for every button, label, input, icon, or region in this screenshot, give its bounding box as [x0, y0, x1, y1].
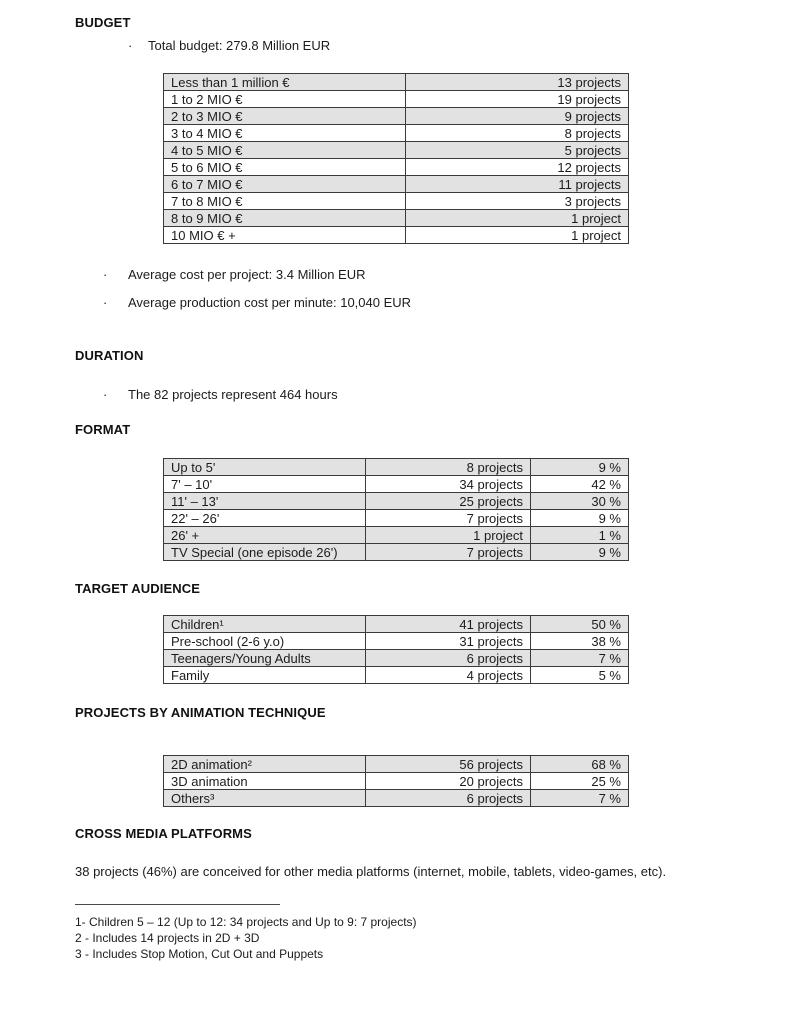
footnotes-block [75, 914, 762, 962]
row-value: 5 % [531, 667, 629, 684]
row-value: 4 projects [366, 667, 531, 684]
table-row [164, 650, 629, 667]
row-label: 7' – 10' [164, 476, 366, 493]
target-audience-table [163, 615, 629, 684]
row-value: 7 % [531, 650, 629, 667]
row-value: 50 % [531, 616, 629, 633]
row-value: 1 project [406, 210, 629, 227]
row-value: 7 projects [366, 544, 531, 561]
bullet-marker: · [103, 387, 108, 402]
section-heading-target-audience: TARGET AUDIENCE [75, 581, 200, 596]
row-value: 8 projects [366, 459, 531, 476]
row-value: 31 projects [366, 633, 531, 650]
row-value: 6 projects [366, 650, 531, 667]
animation-technique-table [163, 755, 629, 807]
row-value: 20 projects [366, 773, 531, 790]
row-value: 6 projects [366, 790, 531, 807]
table-row [164, 91, 629, 108]
table-row [164, 159, 629, 176]
row-value: 42 % [531, 476, 629, 493]
table-row [164, 527, 629, 544]
table-row [164, 510, 629, 527]
table-row [164, 193, 629, 210]
bullet-text-average-cost: Average cost per project: 3.4 Million EUR [128, 267, 366, 282]
row-value: 9 % [531, 459, 629, 476]
table-row [164, 176, 629, 193]
format-table [163, 458, 629, 561]
bullet-marker: · [128, 38, 133, 53]
row-value: 19 projects [406, 91, 629, 108]
table-row [164, 74, 629, 91]
table-row [164, 616, 629, 633]
table-row [164, 773, 629, 790]
row-value: 30 % [531, 493, 629, 510]
row-label: Children¹ [164, 616, 366, 633]
footnote-1: 1- Children 5 – 12 (Up to 12: 34 projects and Up to 9: 7 projects) [75, 915, 417, 929]
row-value: 9 % [531, 544, 629, 561]
table-row [164, 210, 629, 227]
table-row [164, 633, 629, 650]
row-value: 9 projects [406, 108, 629, 125]
bullet-marker: · [103, 267, 108, 282]
row-value: 1 % [531, 527, 629, 544]
row-label: Family [164, 667, 366, 684]
row-label: 3 to 4 MIO € [164, 125, 406, 142]
table-row [164, 756, 629, 773]
bullet-text-total-budget: Total budget: 279.8 Million EUR [148, 38, 331, 53]
row-label: 4 to 5 MIO € [164, 142, 406, 159]
row-value: 3 projects [406, 193, 629, 210]
section-heading-cross-media: CROSS MEDIA PLATFORMS [75, 826, 252, 841]
table-row [164, 476, 629, 493]
bullet-item-duration [75, 387, 762, 403]
table-row [164, 459, 629, 476]
row-value: 41 projects [366, 616, 531, 633]
bullet-marker: · [103, 295, 108, 310]
table-row [164, 142, 629, 159]
footnote-2: 2 - Includes 14 projects in 2D + 3D [75, 931, 260, 945]
row-label: Teenagers/Young Adults [164, 650, 366, 667]
budget-table [163, 73, 629, 244]
row-label: Up to 5' [164, 459, 366, 476]
row-value: 7 projects [366, 510, 531, 527]
row-label: 1 to 2 MIO € [164, 91, 406, 108]
table-row [164, 493, 629, 510]
section-heading-animation-technique: PROJECTS BY ANIMATION TECHNIQUE [75, 705, 326, 720]
row-label: 2D animation² [164, 756, 366, 773]
bullet-text-average-minute-cost: Average production cost per minute: 10,040 EUR [128, 295, 412, 310]
row-label: 7 to 8 MIO € [164, 193, 406, 210]
row-label: 3D animation [164, 773, 366, 790]
row-label: 6 to 7 MIO € [164, 176, 406, 193]
row-value: 11 projects [406, 176, 629, 193]
bullet-text-duration: The 82 projects represent 464 hours [128, 387, 338, 402]
table-row [164, 108, 629, 125]
table-row [164, 125, 629, 142]
row-value: 1 project [406, 227, 629, 244]
cross-media-paragraph: 38 projects (46%) are conceived for other media platforms (internet, mobile, tablets, video-games, etc). [75, 864, 667, 879]
row-label: 2 to 3 MIO € [164, 108, 406, 125]
section-heading-format: FORMAT [75, 422, 131, 437]
row-value: 9 % [531, 510, 629, 527]
row-value: 7 % [531, 790, 629, 807]
row-label: TV Special (one episode 26') [164, 544, 366, 561]
bullet-item-average-minute-cost [75, 295, 762, 311]
row-label: 11' – 13' [164, 493, 366, 510]
row-value: 5 projects [406, 142, 629, 159]
row-value: 56 projects [366, 756, 531, 773]
row-label: 26' + [164, 527, 366, 544]
table-row [164, 790, 629, 807]
row-label: 5 to 6 MIO € [164, 159, 406, 176]
row-value: 68 % [531, 756, 629, 773]
row-value: 38 % [531, 633, 629, 650]
bullet-item-average-cost [75, 267, 762, 283]
row-value: 34 projects [366, 476, 531, 493]
footnote-3: 3 - Includes Stop Motion, Cut Out and Puppets [75, 947, 324, 961]
row-label: Pre-school (2-6 y.o) [164, 633, 366, 650]
section-heading-duration: DURATION [75, 348, 144, 363]
row-value: 13 projects [406, 74, 629, 91]
row-value: 1 project [366, 527, 531, 544]
table-row [164, 667, 629, 684]
row-value: 25 % [531, 773, 629, 790]
table-row [164, 227, 629, 244]
footnote-separator-rule [75, 904, 280, 905]
row-value: 25 projects [366, 493, 531, 510]
row-value: 8 projects [406, 125, 629, 142]
row-label: Others³ [164, 790, 366, 807]
row-label: 10 MIO € + [164, 227, 406, 244]
row-label: 8 to 9 MIO € [164, 210, 406, 227]
row-value: 12 projects [406, 159, 629, 176]
table-row [164, 544, 629, 561]
row-label: Less than 1 million € [164, 74, 406, 91]
row-label: 22' – 26' [164, 510, 366, 527]
bullet-item-total-budget [75, 38, 762, 54]
section-heading-budget: BUDGET [75, 15, 131, 30]
